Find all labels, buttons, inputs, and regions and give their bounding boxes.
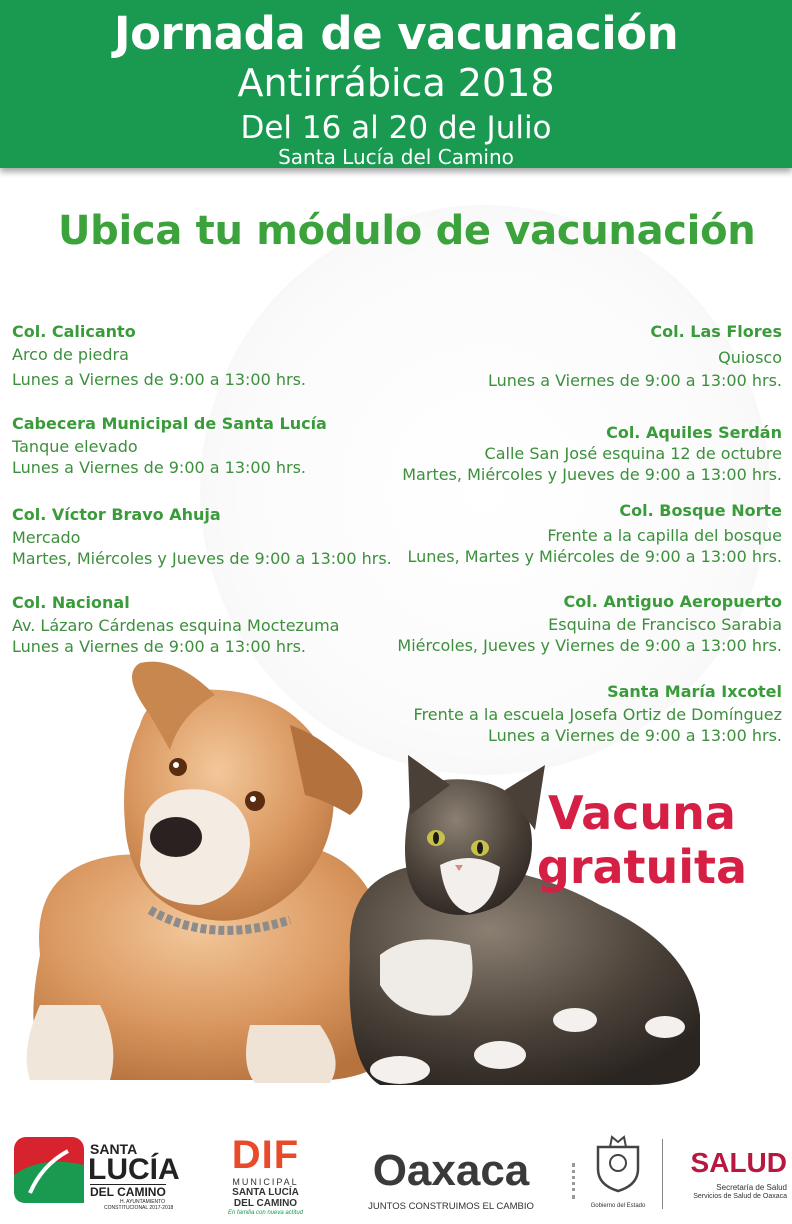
santa-lucia-emblem-icon <box>12 1135 86 1205</box>
oaxaca-word: Oaxaca <box>372 1146 530 1195</box>
oaxaca-logo <box>345 1147 557 1213</box>
gobierno-label: Gobierno del Estado <box>590 1203 646 1209</box>
salud-logo <box>672 1147 787 1207</box>
location-schedule: Martes, Miércoles y Jueves de 9:00 a 13:00 hrs. <box>12 549 392 568</box>
header-banner <box>0 0 792 168</box>
santa-lucia-line2: LUCÍA <box>88 1153 180 1186</box>
divider-line <box>662 1139 663 1209</box>
location-place: Av. Lázaro Cárdenas esquina Moctezuma <box>12 616 340 635</box>
location-schedule: Lunes a Viernes de 9:00 a 13:00 hrs. <box>488 371 782 390</box>
salud-line1: Secretaría de Salud <box>716 1183 787 1192</box>
location-schedule: Lunes a Viernes de 9:00 a 13:00 hrs. <box>12 458 306 477</box>
location-place: Tanque elevado <box>12 437 138 456</box>
santa-lucia-line1: SANTA <box>90 1141 138 1157</box>
dif-line3: DEL CAMINO <box>233 1198 298 1209</box>
location-schedule: Lunes a Viernes de 9:00 a 13:00 hrs. <box>488 726 782 745</box>
location-las-flores <box>488 321 782 391</box>
promo-line-2: gratuita <box>536 840 748 894</box>
location-schedule: Lunes, Martes y Miércoles de 9:00 a 13:00 hrs. <box>407 547 782 566</box>
santa-lucia-line4: H. AYUNTAMIENTO <box>120 1199 166 1205</box>
dif-mark: DIF <box>231 1133 300 1177</box>
location-place: Frente a la escuela Josefa Ortiz de Domínguez <box>413 705 782 724</box>
location-schedule: Miércoles, Jueves y Viernes de 9:00 a 13:00 hrs. <box>397 636 782 655</box>
event-title: Jornada de vacunación <box>113 7 679 60</box>
salud-title: SALUD <box>690 1147 787 1178</box>
salud-line2: Servicios de Salud de Oaxaca <box>693 1193 787 1200</box>
location-name: Col. Las Flores <box>650 322 782 341</box>
location-place: Quiosco <box>718 348 782 367</box>
promo-line-1: Vacuna <box>548 786 736 840</box>
location-name: Col. Aquiles Serdán <box>606 423 782 442</box>
dog-figure <box>27 662 400 1083</box>
location-bosque-norte <box>408 500 783 567</box>
oaxaca-slogan: JUNTOS CONSTRUIMOS EL CAMBIO <box>368 1201 534 1212</box>
gobierno-logo <box>586 1133 650 1217</box>
location-place: Esquina de Francisco Sarabia <box>548 615 782 634</box>
location-schedule: Martes, Miércoles y Jueves de 9:00 a 13:00 hrs. <box>402 465 782 484</box>
location-name: Col. Calicanto <box>12 322 136 341</box>
location-name: Santa María Ixcotel <box>607 682 782 701</box>
location-victor-bravo <box>12 504 392 569</box>
dif-line2: SANTA LUCÍA <box>232 1187 299 1198</box>
location-name: Cabecera Municipal de Santa Lucía <box>12 414 327 433</box>
santa-lucia-line3: DEL CAMINO <box>90 1185 166 1199</box>
dif-slogan: En familia con nueva actitud <box>227 1210 304 1216</box>
location-schedule: Lunes a Viernes de 9:00 a 13:00 hrs. <box>12 370 306 389</box>
dif-line1: MUNICIPAL <box>232 1177 299 1187</box>
location-place: Calle San José esquina 12 de octubre <box>484 444 782 463</box>
event-subtitle: Antirrábica 2018 <box>237 61 555 105</box>
divider-dots <box>572 1163 578 1199</box>
location-schedule: Lunes a Viernes de 9:00 a 13:00 hrs. <box>12 637 306 656</box>
santa-lucia-line5: CONSTITUCIONAL 2017-2018 <box>104 1205 174 1211</box>
section-title: Ubica tu módulo de vacunación <box>58 208 756 254</box>
location-nacional <box>12 592 339 657</box>
location-calicanto <box>12 321 306 390</box>
event-place: Santa Lucía del Camino <box>278 145 514 169</box>
free-vaccine-message <box>512 786 772 894</box>
location-place: Arco de piedra <box>12 345 129 364</box>
location-place: Frente a la capilla del bosque <box>547 526 782 545</box>
location-name: Col. Víctor Bravo Ahuja <box>12 505 221 524</box>
location-cabecera <box>12 413 327 478</box>
location-name: Col. Bosque Norte <box>619 501 782 520</box>
location-antiguo-aeropuerto <box>397 591 782 656</box>
footer-logos <box>0 1125 792 1224</box>
location-name: Col. Nacional <box>12 593 130 612</box>
state-coat-of-arms-icon <box>592 1133 644 1193</box>
dif-logo <box>218 1133 313 1219</box>
location-aquiles-serdan <box>402 422 782 485</box>
event-date: Del 16 al 20 de Julio <box>240 110 552 146</box>
location-place: Mercado <box>12 528 81 547</box>
location-name: Col. Antiguo Aeropuerto <box>563 592 782 611</box>
santa-lucia-logo <box>12 1135 182 1211</box>
